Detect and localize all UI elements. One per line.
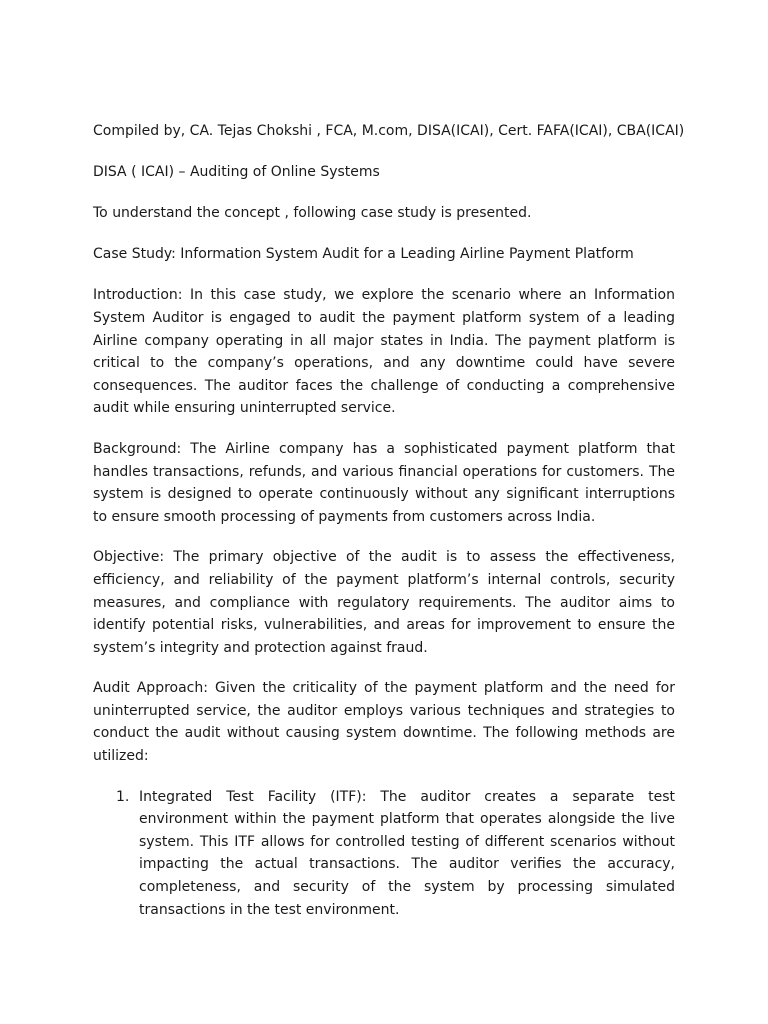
objective-paragraph: Objective: The primary objective of the audit is to assess the effectiveness, efficiency, and reliability of the payment platform’s internal controls, security measures, and compliance with regulatory requirements. The auditor aims to identify potential risks, vulnerabilities, and areas for improvement to ensure the system’s integrity and protection against fraud. [93,549,675,656]
intro-line: To understand the concept , following case study is presented. [93,205,532,222]
list-item-number: 1. [116,788,130,805]
list-item [93,786,675,922]
introduction-paragraph: Introduction: In this case study, we explore the scenario where an Information System Auditor is engaged to audit the payment platform system of a leading Airline company operating in all major states in India. The payment platform is critical to the company’s operations, and any downtime could have severe consequences. The auditor faces the challenge of conducting a comprehensive audit while ensuring uninterrupted service. [93,287,675,417]
course-title: DISA ( ICAI) – Auditing of Online Systems [93,164,380,181]
methods-list [93,786,675,922]
case-study-title: Case Study: Information System Audit for a Leading Airline Payment Platform [93,246,634,263]
background-paragraph: Background: The Airline company has a sophisticated payment platform that handles transactions, refunds, and various financial operations for customers. The system is designed to operate continuously without any significant interruptions to ensure smooth processing of payments from customers across India. [93,440,675,525]
compiled-by-line: Compiled by, CA. Tejas Chokshi , FCA, M.com, DISA(ICAI), Cert. FAFA(ICAI), CBA(ICAI) [93,123,685,139]
audit-approach-paragraph: Audit Approach: Given the criticality of the payment platform and the need for uninterrupted service, the auditor employs various techniques and strategies to conduct the audit without causing system downtime. The following methods are utilized: [93,680,675,765]
list-item-text: Integrated Test Facility (ITF): The auditor creates a separate test environment within the payment platform that operates alongside the live system. This ITF allows for controlled testing of different scenarios without impacting the actual transactions. The auditor verifies the accuracy, completeness, and security of the system by processing simulated transactions in the test environment. [139,788,675,918]
